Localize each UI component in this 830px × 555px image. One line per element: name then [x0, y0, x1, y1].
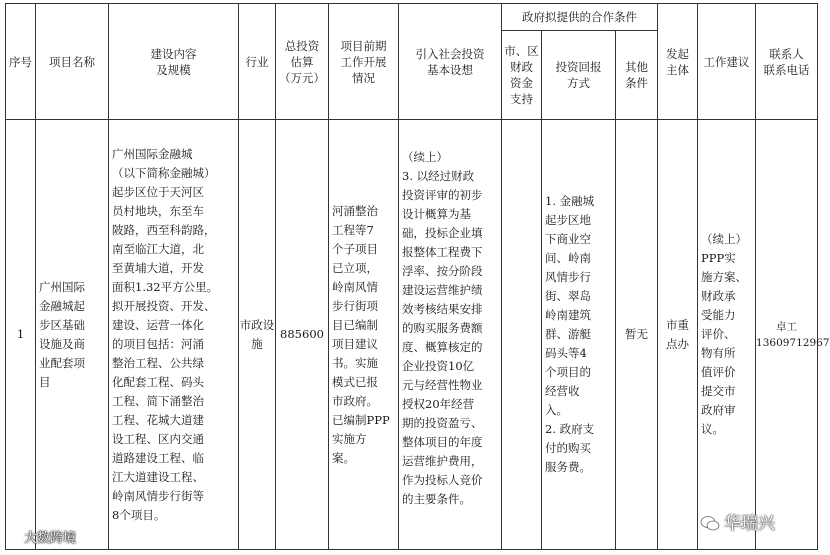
header-other: 其他 条件 — [616, 31, 658, 120]
wechat-icon — [700, 515, 720, 537]
header-seq: 序号 — [6, 4, 36, 120]
cell-suggestion: （续上） PPP实 施方案、 财政承 受能力 评价、 物有所 值评价 提交市 政府审 议。 — [698, 120, 756, 550]
brand-logo-icon — [8, 533, 20, 549]
header-industry: 行业 — [239, 4, 276, 120]
cell-seq: 1 — [6, 120, 36, 550]
cell-funding — [502, 120, 542, 550]
header-content: 建设内容 及规模 — [109, 4, 239, 120]
header-funding: 市、区 财政 资金 支持 — [502, 31, 542, 120]
cell-preparation: 河涌整治 工程等7 个子项目 已立项， 岭南风情 步行街项 目已编制 项目建议 书。实施 模式已报 市政府。 已编制PPP 实施方 案。 — [329, 120, 399, 550]
watermark-right — [700, 509, 775, 537]
cell-initiator: 市重 点办 — [658, 120, 698, 550]
cell-scheme: （续上） 3. 以经过财政 投资评审的初步 设计概算为基 础，投标企业填 报整体工程费下 浮率、按分阶段 建设运营维护绩 效考核结果安排 的购买服务费额 度、概算核定的 企业投资10亿 元与经营性物业 授权20年经营 期的投资盈亏、 整体项目的年度 运营维护费用， 作为投标人竞价 的主要条件。 — [399, 120, 502, 550]
cell-contact: 卓工 13609712967 — [756, 120, 818, 550]
cell-project-name: 广州国际 金融城起 步区基础 设施及商 业配套项 目 — [36, 120, 109, 550]
header-return-mode: 投资回报 方式 — [542, 31, 616, 120]
header-contact: 联系人 联系电话 — [756, 4, 818, 120]
header-investment: 总投资 估算 （万元） — [276, 4, 329, 120]
cell-content: 广州国际金融城 （以下简称金融城） 起步区位于天河区 员村地块，东至车 陂路，西至科韵路， 南至临江大道，北 至黄埔大道，开发 面积1.32平方公里。 拟开展投资、开发、 建设、运营一体化 的项目包括：河涌 整治工程、公共绿 化配套工程、码头 工程、简下涌整治 工程、花城大道建 设工程、区内交通 道路建设工程、临 江大道建设工程、 岭南风情步行街等 8个项目。 — [109, 120, 239, 550]
header-preparation: 项目前期 工作开展 情况 — [329, 4, 399, 120]
project-table — [5, 3, 830, 550]
cell-other: 暂无 — [616, 120, 658, 550]
watermark-left-text: 大数跨境 — [24, 531, 77, 546]
watermark-right-text: 华瑞兴 — [724, 514, 775, 534]
header-project-name: 项目名称 — [36, 4, 109, 120]
header-gov-conditions: 政府拟提供的合作条件 — [502, 4, 658, 31]
cell-return-mode: 1. 金融城 起步区地 下商业空 间、岭南 风情步行 街、翠岛 岭南建筑 群、游艇 码头等4 个项目的 经营收 入。 2. 政府支 付的购买 服务费。 — [542, 120, 616, 550]
cell-industry: 市政设施 — [239, 120, 276, 550]
cell-investment: 885600 — [276, 120, 329, 550]
header-initiator: 发起 主体 — [658, 4, 698, 120]
watermark-left — [8, 527, 76, 549]
header-scheme: 引入社会投资 基本设想 — [399, 4, 502, 120]
header-suggestion: 工作建议 — [698, 4, 756, 120]
